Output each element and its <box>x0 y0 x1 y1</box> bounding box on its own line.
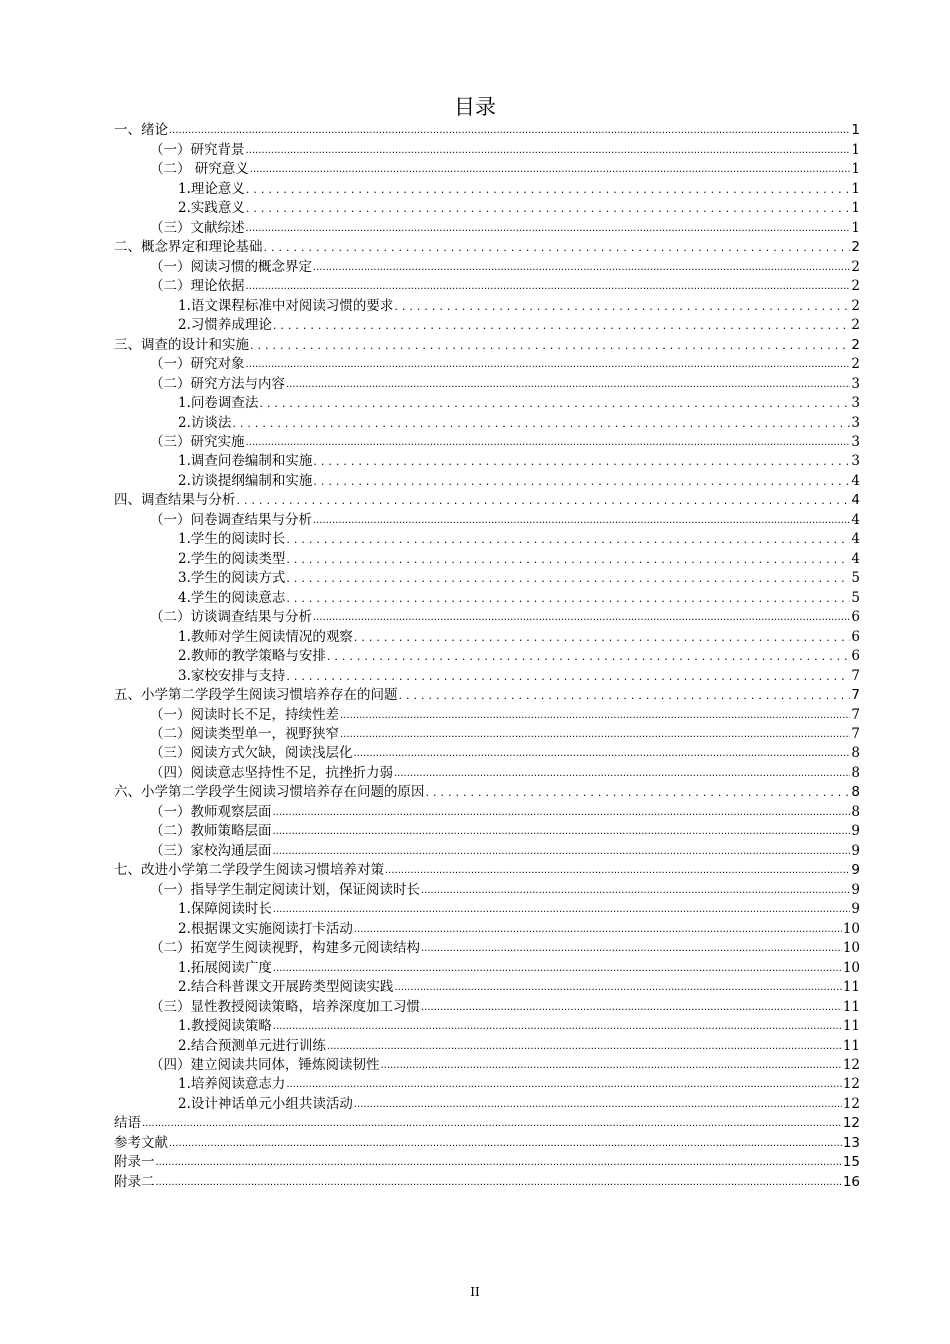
toc-entry[interactable] <box>114 451 860 470</box>
dot-leader <box>399 687 851 704</box>
toc-entry-title: （二）研究方法与内容 <box>150 375 285 392</box>
toc-entry[interactable] <box>114 217 860 236</box>
toc-entry-page: 1 <box>851 219 860 236</box>
dot-leader <box>246 434 851 451</box>
toc-entry-title: （四）阅读意志坚持性不足，抗挫折力弱 <box>150 764 393 781</box>
dot-leader <box>286 531 850 548</box>
toc-entry[interactable] <box>114 782 860 801</box>
toc-entry-page: 3 <box>851 453 860 470</box>
toc-entry-title: 2.访谈法 <box>178 414 232 431</box>
toc-entry[interactable] <box>114 977 860 996</box>
toc-entry[interactable] <box>114 315 860 334</box>
toc-entry-title: 附录二 <box>114 1173 155 1190</box>
dot-leader <box>273 960 842 977</box>
dot-leader <box>246 220 851 237</box>
dot-leader <box>286 570 850 587</box>
toc-entry-page: 1 <box>851 180 860 197</box>
toc-entry-page: 4 <box>851 531 860 548</box>
dot-leader <box>264 239 851 256</box>
toc-entry[interactable] <box>114 373 860 392</box>
toc-entry-title: 2.习惯养成理论 <box>178 317 272 334</box>
dot-leader <box>237 492 851 509</box>
dot-leader <box>250 337 850 354</box>
toc-entry-page: 8 <box>851 784 860 801</box>
toc-entry-page: 11 <box>842 1037 860 1054</box>
toc-entry-page: 1 <box>851 200 860 217</box>
dot-leader <box>327 1038 842 1055</box>
toc-entry-title: （三）显性教授阅读策略，培养深度加工习惯 <box>150 998 420 1015</box>
toc-entry-page: 2 <box>851 356 860 373</box>
toc-entry-page: 9 <box>851 842 860 859</box>
toc-entry-title: 4.学生的阅读意志 <box>178 589 286 606</box>
toc-entry-title: （一）指导学生制定阅读计划，保证阅读时长 <box>150 881 420 898</box>
dot-leader <box>327 648 851 665</box>
toc-entry-page: 6 <box>851 609 860 626</box>
toc-entry-title: 1.教师对学生阅读情况的观察 <box>178 628 353 645</box>
toc-entry-page: 9 <box>851 823 860 840</box>
toc-entry-page: 16 <box>842 1173 860 1190</box>
toc-entry-title: 七、改进小学第二学段学生阅读习惯培养对策 <box>114 862 384 879</box>
toc-entry[interactable] <box>114 1016 860 1035</box>
toc-entry[interactable] <box>114 646 860 665</box>
dot-leader <box>385 862 850 879</box>
toc-entry-page: 4 <box>851 550 860 567</box>
toc-entry-page: 1 <box>851 122 860 139</box>
toc-entry-page: 12 <box>842 1056 860 1073</box>
dot-leader <box>340 707 850 724</box>
toc-entry-title: 参考文献 <box>114 1134 168 1151</box>
toc-entry-title: 1.问卷调查法 <box>178 395 259 412</box>
dot-leader <box>273 804 851 821</box>
toc-entry[interactable] <box>114 1171 860 1190</box>
dot-leader <box>354 629 851 646</box>
dot-leader <box>313 259 850 276</box>
toc-entry[interactable] <box>114 899 860 918</box>
dot-leader <box>286 376 850 393</box>
toc-entry[interactable] <box>114 237 860 256</box>
toc-entry-page: 11 <box>842 979 860 996</box>
toc-entry-page: 2 <box>851 317 860 334</box>
dot-leader <box>313 473 850 490</box>
dot-leader <box>250 161 851 178</box>
toc-entry[interactable] <box>114 295 860 314</box>
toc-entry-page: 2 <box>851 258 860 275</box>
dot-leader <box>156 1154 842 1171</box>
dot-leader <box>286 551 850 568</box>
toc-entry[interactable] <box>114 607 860 626</box>
dot-leader <box>421 999 842 1016</box>
toc-entry[interactable] <box>114 276 860 295</box>
toc-entry-title: 1.拓展阅读广度 <box>178 959 272 976</box>
toc-entry-title: （三）文献综述 <box>150 219 245 236</box>
toc-entry-page: 11 <box>842 998 860 1015</box>
toc-entry-title: 1.保障阅读时长 <box>178 901 272 918</box>
toc-entry-page: 4 <box>851 492 860 509</box>
toc-entry[interactable] <box>114 432 860 451</box>
toc-entry-title: 1.理论意义 <box>178 180 245 197</box>
toc-entry-title: 附录一 <box>114 1154 155 1171</box>
toc-entry-title: 一、绪论 <box>114 122 168 139</box>
toc-entry-title: 2.学生的阅读类型 <box>178 550 286 567</box>
toc-entry-title: 2.根据课文实施阅读打卡活动 <box>178 920 353 937</box>
toc-entry-page: 12 <box>842 1115 860 1132</box>
toc-entry[interactable] <box>114 139 860 158</box>
dot-leader <box>354 1096 842 1113</box>
dot-leader <box>354 921 842 938</box>
toc-entry[interactable] <box>114 821 860 840</box>
toc-entry-title: 2.访谈提纲编制和实施 <box>178 472 313 489</box>
toc-entry-title: （一）问卷调查结果与分析 <box>150 511 312 528</box>
dot-leader <box>313 453 850 470</box>
toc-entry[interactable] <box>114 860 860 879</box>
dot-leader <box>394 298 850 315</box>
toc-entry-page: 5 <box>851 570 860 587</box>
dot-leader <box>421 940 842 957</box>
toc-entry-title: 三、调查的设计和实施 <box>114 336 249 353</box>
toc-entry-page: 10 <box>842 959 860 976</box>
dot-leader <box>340 726 850 743</box>
toc-entry-page: 12 <box>842 1095 860 1112</box>
toc-entry[interactable] <box>114 159 860 178</box>
toc-entry-page: 6 <box>851 628 860 645</box>
toc-entry-title: 1.教授阅读策略 <box>178 1018 272 1035</box>
dot-leader <box>273 901 851 918</box>
toc-entry-title: （一）研究对象 <box>150 356 245 373</box>
toc-entry-title: （四）建立阅读共同体，锤炼阅读韧性 <box>150 1056 380 1073</box>
toc-entry[interactable] <box>114 957 860 976</box>
toc-entry[interactable] <box>114 120 860 139</box>
toc-entry-page: 7 <box>851 726 860 742</box>
toc-entry-page: 3 <box>851 414 860 431</box>
dot-leader <box>286 1076 841 1093</box>
toc-entry[interactable] <box>114 762 860 781</box>
dot-leader <box>259 395 850 412</box>
toc-entry[interactable] <box>114 665 860 684</box>
toc-entry-title: 四、调查结果与分析 <box>114 492 236 509</box>
toc-entry-title: 六、小学第二学段学生阅读习惯培养存在问题的原因 <box>114 784 425 801</box>
toc-entry[interactable] <box>114 412 860 431</box>
toc-entry[interactable] <box>114 470 860 489</box>
toc-entry[interactable] <box>114 724 860 743</box>
dot-leader <box>273 317 851 334</box>
dot-leader <box>156 1174 842 1191</box>
toc-entry[interactable] <box>114 587 860 606</box>
toc-entry-title: 1.培养阅读意志力 <box>178 1076 286 1093</box>
toc-entry-page: 2 <box>851 297 860 314</box>
toc-entry-title: （一）阅读时长不足，持续性差 <box>150 706 339 723</box>
toc-entry-page: 8 <box>851 764 860 781</box>
toc-entry[interactable] <box>114 879 860 898</box>
toc-title: 目录 <box>454 95 496 119</box>
toc-entry-title: 2.教师的教学策略与安排 <box>178 648 326 665</box>
toc-entry-page: 2 <box>851 239 860 256</box>
toc-entry-page: 6 <box>851 648 860 665</box>
toc-entry[interactable] <box>114 568 860 587</box>
toc-entry-title: 二、概念界定和理论基础 <box>114 239 263 256</box>
dot-leader <box>246 142 851 159</box>
toc-entry-title: 2.结合科普课文开展跨类型阅读实践 <box>178 979 394 996</box>
dot-leader <box>246 181 851 198</box>
toc-entry[interactable] <box>114 1035 860 1054</box>
toc-entry[interactable] <box>114 1113 860 1132</box>
toc-entry-title: 1.语文课程标准中对阅读习惯的要求 <box>178 297 394 314</box>
toc-entry[interactable] <box>114 840 860 859</box>
toc-entry-title: （三）研究实施 <box>150 433 245 450</box>
toc-entry-title: （二）教师策略层面 <box>150 823 272 840</box>
toc-entry-page: 7 <box>851 687 860 704</box>
toc-entry[interactable] <box>114 996 860 1015</box>
toc-entry[interactable] <box>114 354 860 373</box>
toc-entry-page: 1 <box>851 161 860 178</box>
toc-entry-page: 3 <box>851 375 860 392</box>
dot-leader <box>286 668 850 685</box>
toc-entry-page: 13 <box>842 1134 860 1151</box>
toc-entry-title: 1.调查问卷编制和实施 <box>178 453 313 470</box>
toc-entry-page: 4 <box>851 472 860 489</box>
dot-leader <box>246 356 851 373</box>
toc-entry-page: 9 <box>851 881 860 898</box>
toc-entry-title: 3.学生的阅读方式 <box>178 570 286 587</box>
toc-entry-title: （一）阅读习惯的概念界定 <box>150 258 312 275</box>
toc-entry-page: 7 <box>851 667 860 684</box>
toc-entry[interactable] <box>114 334 860 353</box>
toc-entry-page: 2 <box>851 336 860 353</box>
toc-entry-title: （二）阅读类型单一，视野狭窄 <box>150 726 339 742</box>
dot-leader <box>313 609 850 626</box>
dot-leader <box>354 745 851 762</box>
toc-entry[interactable] <box>114 1152 860 1171</box>
dot-leader <box>273 823 851 840</box>
toc-entry[interactable] <box>114 178 860 197</box>
toc-entry[interactable] <box>114 918 860 937</box>
dot-leader <box>421 882 850 899</box>
toc-entry[interactable] <box>114 548 860 567</box>
dot-leader <box>246 200 851 217</box>
toc-entry-page: 8 <box>851 803 860 820</box>
toc-entry-title: 3.家校安排与支持 <box>178 667 286 684</box>
toc-entry[interactable] <box>114 743 860 762</box>
toc-entry[interactable] <box>114 529 860 548</box>
toc-entry[interactable] <box>114 490 860 509</box>
toc-entry[interactable] <box>114 1093 860 1112</box>
toc-entry-page: 3 <box>851 433 860 450</box>
dot-leader <box>426 784 851 801</box>
toc-entry-title: 1.学生的阅读时长 <box>178 531 286 548</box>
table-of-contents <box>114 120 860 1191</box>
toc-entry[interactable] <box>114 198 860 217</box>
toc-entry-page: 9 <box>851 901 860 918</box>
toc-entry-page: 10 <box>842 940 860 957</box>
toc-entry-page: 12 <box>842 1076 860 1093</box>
toc-entry[interactable] <box>114 626 860 645</box>
dot-leader <box>273 1018 842 1035</box>
toc-entry-title: 五、小学第二学段学生阅读习惯培养存在的问题 <box>114 687 398 704</box>
dot-leader <box>169 122 850 139</box>
toc-entry-title: （一）教师观察层面 <box>150 803 272 820</box>
dot-leader <box>232 415 850 432</box>
toc-entry-page: 15 <box>842 1154 860 1171</box>
toc-entry-title: 2.结合预测单元进行训练 <box>178 1037 326 1054</box>
toc-entry[interactable] <box>114 801 860 820</box>
toc-entry[interactable] <box>114 509 860 528</box>
toc-entry[interactable] <box>114 256 860 275</box>
toc-entry-title: 2.实践意义 <box>178 200 245 217</box>
dot-leader <box>313 512 850 529</box>
toc-entry-title: （二）拓宽学生阅读视野，构建多元阅读结构 <box>150 940 420 957</box>
toc-entry-page: 7 <box>851 706 860 723</box>
toc-entry-title: （二） 研究意义 <box>150 161 249 178</box>
toc-entry-page: 2 <box>851 278 860 295</box>
toc-entry-page: 10 <box>842 920 860 937</box>
toc-entry[interactable] <box>114 685 860 704</box>
dot-leader <box>286 590 850 607</box>
toc-entry[interactable] <box>114 1132 860 1151</box>
toc-entry-page: 8 <box>851 745 860 762</box>
dot-leader <box>273 843 851 860</box>
toc-entry[interactable] <box>114 938 860 957</box>
dot-leader <box>142 1115 842 1132</box>
page-number: II <box>470 1285 480 1299</box>
toc-entry-title: 2.设计神话单元小组共读活动 <box>178 1095 353 1112</box>
dot-leader <box>246 278 851 295</box>
toc-entry[interactable] <box>114 1055 860 1074</box>
toc-entry-page: 9 <box>851 862 860 879</box>
toc-entry[interactable] <box>114 704 860 723</box>
dot-leader <box>394 979 841 996</box>
toc-entry-title: （三）阅读方式欠缺，阅读浅层化 <box>150 745 353 762</box>
toc-entry-page: 4 <box>851 511 860 528</box>
toc-entry[interactable] <box>114 393 860 412</box>
toc-entry-title: （一）研究背景 <box>150 141 245 158</box>
dot-leader <box>169 1135 842 1152</box>
toc-entry-title: （二）理论依据 <box>150 278 245 295</box>
dot-leader <box>394 765 850 782</box>
toc-entry-page: 5 <box>851 589 860 606</box>
toc-entry-title: （三）家校沟通层面 <box>150 842 272 859</box>
toc-entry-page: 11 <box>842 1018 860 1035</box>
toc-entry-page: 1 <box>851 141 860 158</box>
toc-entry-page: 3 <box>851 395 860 412</box>
toc-entry-title: （二）访谈调查结果与分析 <box>150 609 312 626</box>
toc-entry[interactable] <box>114 1074 860 1093</box>
toc-entry-title: 结语 <box>114 1115 141 1132</box>
dot-leader <box>381 1057 842 1074</box>
